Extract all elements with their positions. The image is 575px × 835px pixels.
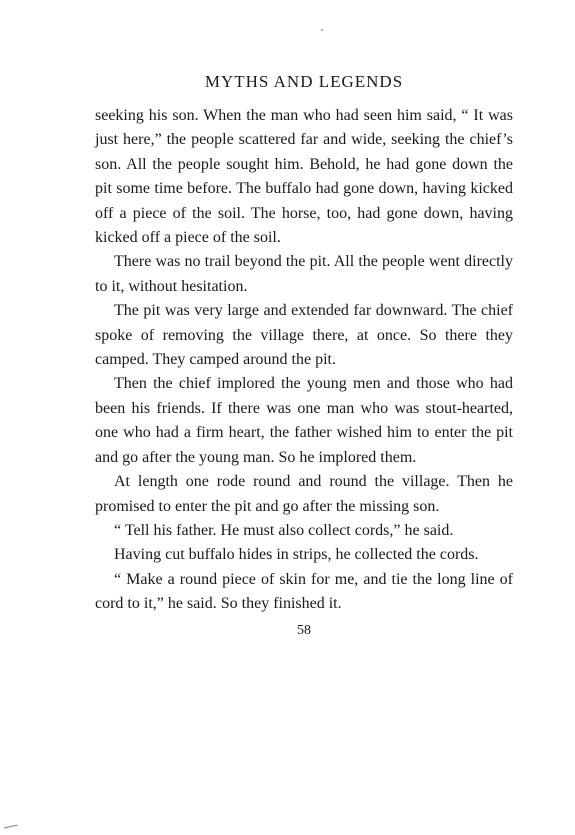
paragraph: At length one rode round and round the village. Then he promised to enter the pit and go after the missing son. bbox=[95, 473, 513, 515]
paragraph-continued: seeking his son. When the man who had seen him said, “ It was just here,” the people scattered far and wide, seeking the chief’s son. All the people sought him. Behold, he had gone down the pit some time before. The buffalo had gone down, having kicked off a piece of the soil. The horse, too, had gone down, having kicked off a piece of the soil. bbox=[95, 107, 513, 247]
paragraph: There was no trail beyond the pit. All the people went directly to it, without hesitation. bbox=[95, 253, 513, 295]
paper-speck bbox=[321, 29, 323, 31]
paragraph: “ Tell his father. He must also collect cords,” he said. bbox=[114, 521, 454, 539]
paragraph: “ Make a round piece of skin for me, and tie the long line of cord to it,” he said. So they finished it. bbox=[95, 570, 513, 613]
paragraph: The pit was very large and extended far downward. The chief spoke of removing the village there, at once. So there they camped. They camped around the pit. bbox=[95, 302, 513, 369]
book-page bbox=[95, 60, 513, 639]
paragraph: Having cut buffalo hides in strips, he collected the cords. bbox=[114, 546, 479, 564]
page-number: 58 bbox=[297, 622, 311, 638]
scan-corner-mark bbox=[4, 825, 18, 831]
paragraph: Then the chief implored the young men and those who had been his friends. If there was one man who was stout-hearted, one who had a firm heart, the father wished him to enter the pit and go after the young man. So he implored them. bbox=[95, 375, 513, 466]
page-body bbox=[95, 104, 513, 617]
running-header: MYTHS AND LEGENDS bbox=[204, 72, 404, 91]
